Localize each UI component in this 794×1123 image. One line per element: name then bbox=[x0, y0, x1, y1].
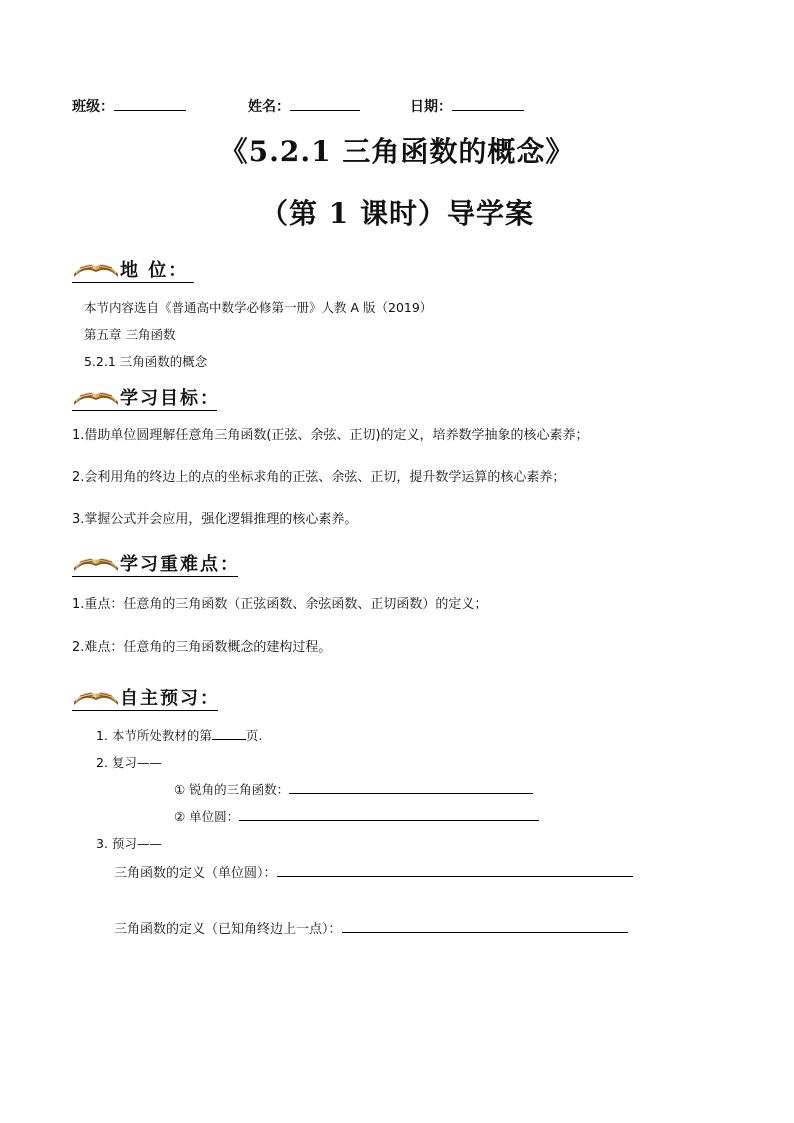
name-field bbox=[248, 96, 360, 116]
objective-item-1: 1.借助单位圆理解任意角三角函数(正弦、余弦、正切)的定义，培养数学抽象的核心素养； bbox=[72, 428, 589, 443]
position-line-2: 第五章 三角函数 bbox=[84, 327, 176, 342]
name-label: 姓名： bbox=[248, 99, 290, 115]
page-title: 《5.2.1 三角函数的概念》 bbox=[219, 135, 575, 168]
acute-angle-label: ① 锐角的三角函数： bbox=[174, 782, 290, 797]
preview-item-3-sub2 bbox=[114, 918, 628, 937]
def-unit-circle-blank[interactable] bbox=[277, 864, 633, 877]
section-underline bbox=[72, 710, 218, 711]
class-blank[interactable] bbox=[114, 96, 186, 111]
date-blank[interactable] bbox=[452, 96, 524, 111]
date-label: 日期： bbox=[410, 99, 452, 115]
unit-circle-blank[interactable] bbox=[239, 808, 539, 821]
page-subtitle: （第 1 课时）导学案 bbox=[260, 197, 534, 230]
class-field bbox=[72, 96, 186, 116]
section-position-title: 地 位： bbox=[120, 260, 189, 281]
section-underline bbox=[72, 576, 238, 577]
open-book-icon bbox=[72, 382, 120, 408]
objective-item-2: 2.会利用角的终边上的点的坐标求角的正弦、余弦、正切，提升数学运算的核心素养； bbox=[72, 470, 566, 485]
def-terminal-point-label: 三角函数的定义（已知角终边上一点）： bbox=[114, 922, 342, 937]
unit-circle-label: ② 单位圆： bbox=[174, 809, 240, 824]
preview-item-2-sub1 bbox=[174, 780, 533, 798]
preview-item-1 bbox=[96, 726, 262, 744]
open-book-icon bbox=[72, 548, 120, 574]
objective-item-3: 3.掌握公式并会应用，强化逻辑推理的核心素养。 bbox=[72, 512, 358, 527]
name-blank[interactable] bbox=[290, 96, 360, 111]
keypoint-item-1: 1.重点：任意角的三角函数（正弦函数、余弦函数、正切函数）的定义； bbox=[72, 597, 488, 612]
section-objectives-title: 学习目标： bbox=[120, 388, 220, 409]
section-underline bbox=[72, 410, 217, 411]
section-underline bbox=[72, 282, 194, 283]
open-book-icon bbox=[72, 682, 120, 708]
class-label: 班级： bbox=[72, 99, 114, 115]
preview-item-2: 2. 复习—— bbox=[96, 755, 162, 770]
acute-angle-blank[interactable] bbox=[289, 781, 533, 794]
preview-item-2-sub2 bbox=[174, 807, 539, 825]
preview-item-1-prefix: 1. 本节所处教材的第 bbox=[96, 728, 212, 743]
def-terminal-point-blank[interactable] bbox=[342, 920, 628, 933]
preview-item-3-sub1 bbox=[114, 862, 633, 881]
position-line-3: 5.2.1 三角函数的概念 bbox=[84, 354, 208, 369]
position-line-1: 本节内容选自《普通高中数学必修第一册》人教 A 版（2019） bbox=[84, 300, 433, 315]
section-keypoints-title: 学习重难点： bbox=[120, 554, 240, 575]
preview-item-3: 3. 预习—— bbox=[96, 836, 162, 851]
section-preview-title: 自主预习： bbox=[120, 688, 220, 709]
open-book-icon bbox=[72, 254, 120, 280]
def-unit-circle-label: 三角函数的定义（单位圆）： bbox=[114, 866, 277, 881]
preview-item-1-suffix: 页. bbox=[245, 728, 263, 743]
page-number-blank[interactable] bbox=[212, 727, 246, 740]
keypoint-item-2: 2.难点：任意角的三角函数概念的建构过程。 bbox=[72, 640, 332, 655]
date-field bbox=[410, 96, 524, 116]
